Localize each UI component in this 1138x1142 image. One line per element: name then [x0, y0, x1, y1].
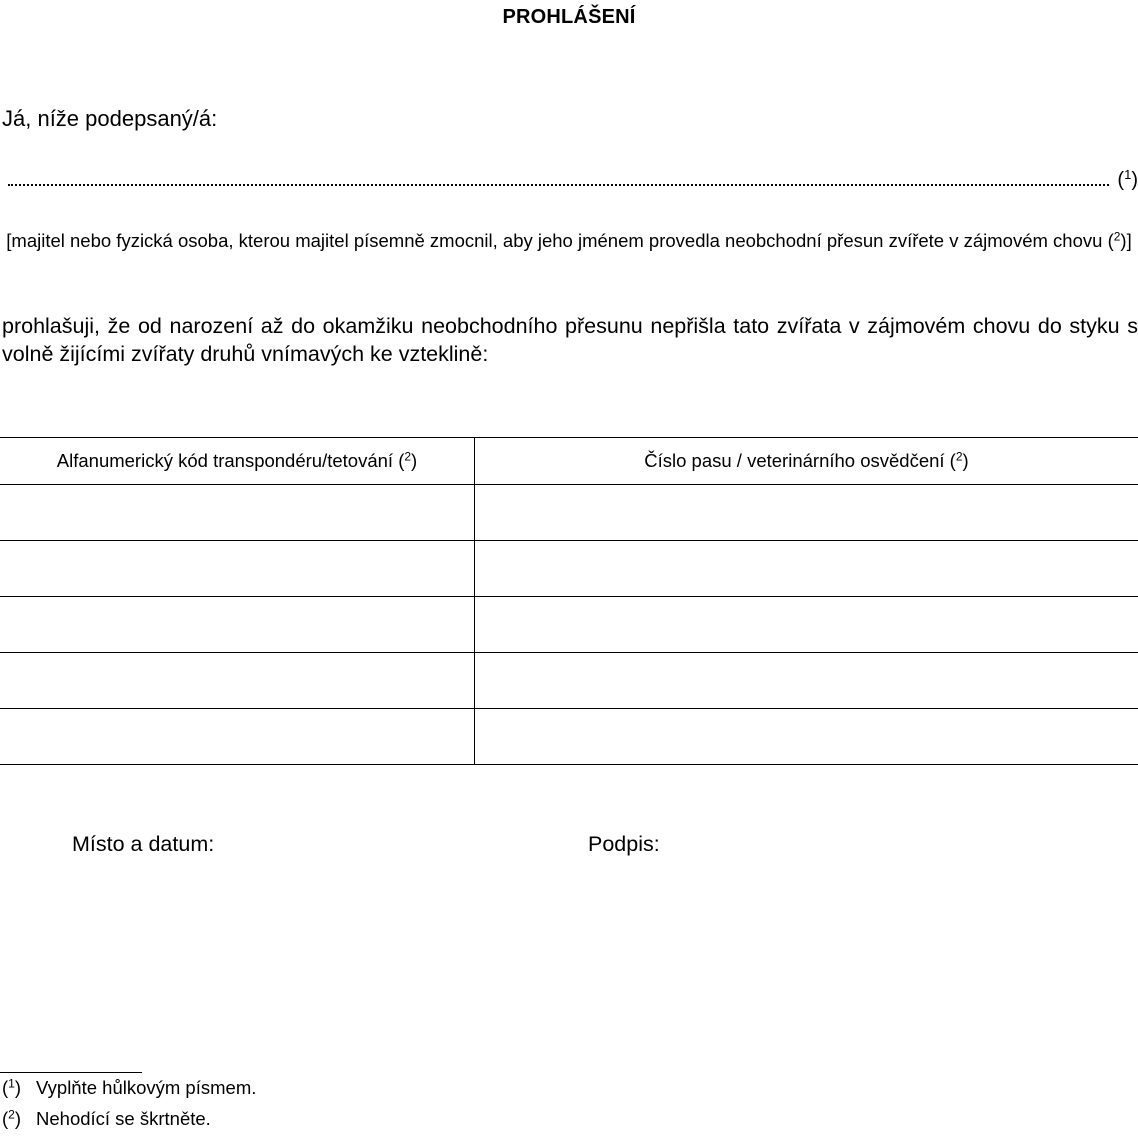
owner-note-ref: 2 — [1113, 229, 1121, 244]
declaration-text: prohlašuji, že od narození až do okamžiku neobchodního přesunu nepřišla tato zvířata v zájmovém chovu do styku s volně žijícími zvířaty druhů vnímavých ke vzteklině: — [2, 314, 1138, 366]
table-row — [0, 541, 1138, 597]
passport-cell[interactable] — [475, 653, 1138, 709]
header-transponder-code: Alfanumerický kód transpondéru/tetování ($^2$) — [0, 438, 475, 485]
table-row — [0, 597, 1138, 653]
page-title: PROHLÁŠENÍ — [502, 6, 636, 28]
passport-cell[interactable] — [475, 597, 1138, 653]
place-date-label: Místo a datum: — [72, 832, 215, 856]
transponder-cell[interactable] — [0, 653, 475, 709]
footnote-divider — [0, 1072, 142, 1073]
owner-note-text: [majitel nebo fyzická osoba, kterou majitel písemně zmocnil, aby jeho jménem provedla neobchodní přesun zvířete v zájmovém chovu ( — [6, 230, 1114, 251]
footnote-1: ($^1$) Vyplňte hůlkovým písmem. — [2, 1076, 257, 1098]
signature-label: Podpis: — [588, 832, 660, 856]
table-row — [0, 653, 1138, 709]
header-passport-number: Číslo pasu / veterinárního osvědčení ($^2$) — [475, 438, 1138, 485]
transponder-cell[interactable] — [0, 597, 475, 653]
table-header-row — [0, 438, 1138, 485]
transponder-cell[interactable] — [0, 485, 475, 541]
passport-cell[interactable] — [475, 485, 1138, 541]
table-row — [0, 709, 1138, 765]
passport-cell[interactable] — [475, 541, 1138, 597]
name-fill-line — [2, 166, 1138, 192]
owner-note: [majitel nebo fyzická osoba, kterou majitel písemně zmocnil, aby jeho jménem provedla neobchodní přesun zvířete v zájmovém chovu ($^2$)] — [6, 229, 1132, 251]
animal-id-table — [0, 437, 1138, 765]
dotted-fill — [8, 183, 1109, 186]
transponder-cell[interactable] — [0, 541, 475, 597]
footnote-ref-1: ($^1$) — [1117, 166, 1138, 191]
table-row — [0, 485, 1138, 541]
transponder-cell[interactable] — [0, 709, 475, 765]
footnote-2: ($^2$) Nehodící se škrtněte. — [2, 1107, 211, 1129]
intro-text: Já, níže podepsaný/á: — [2, 106, 218, 131]
passport-cell[interactable] — [475, 709, 1138, 765]
